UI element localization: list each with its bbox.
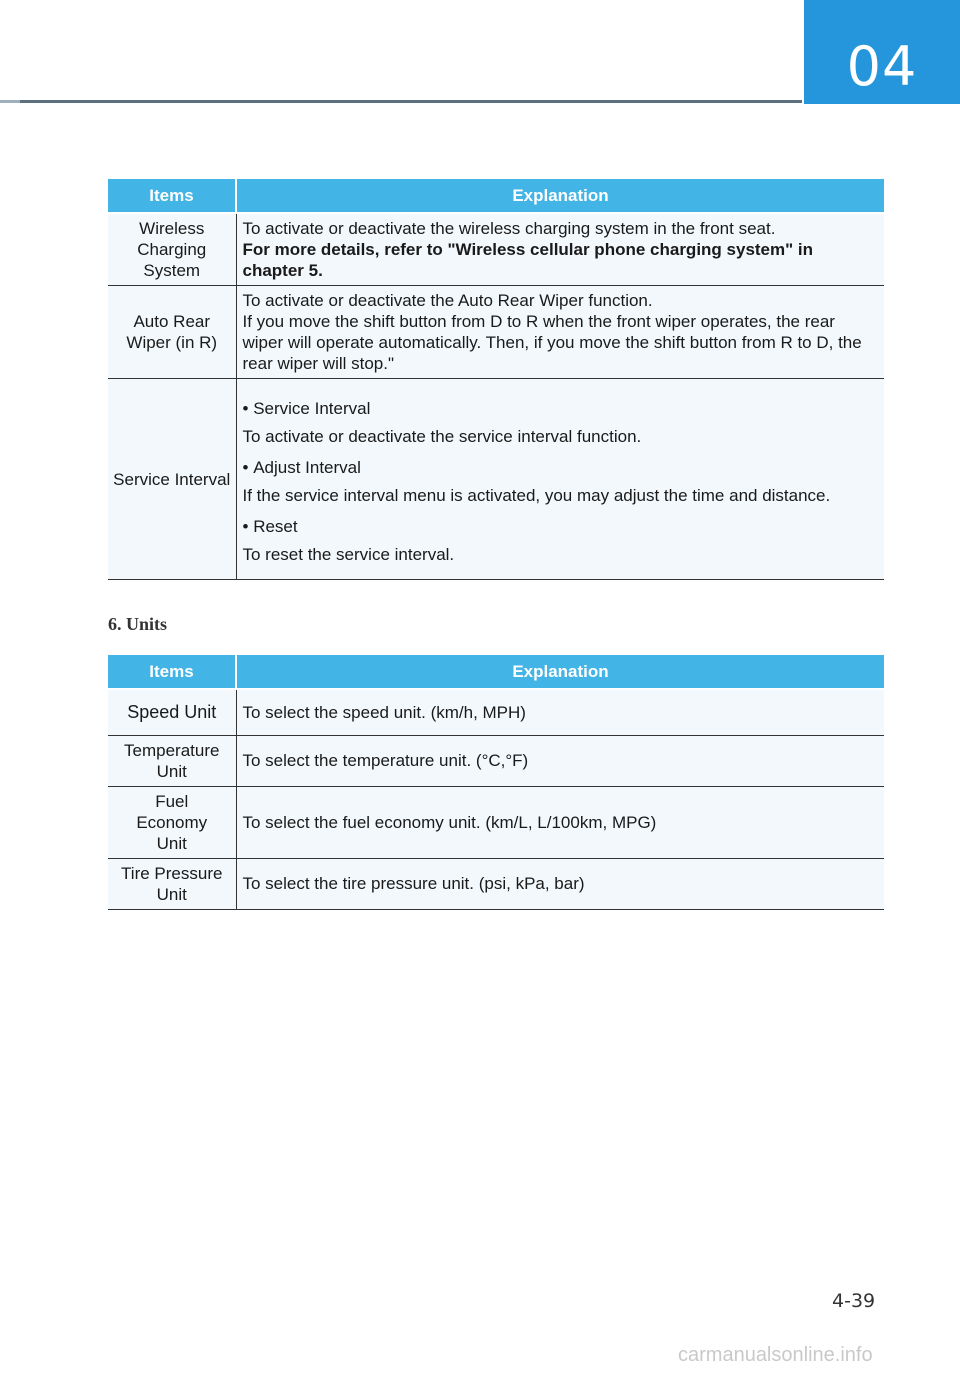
item-cell-temperature-unit: Temperature Unit bbox=[108, 735, 236, 786]
explanation-cell-fuel-economy-unit: To select the fuel economy unit. (km/L, L/100km, MPG) bbox=[236, 786, 884, 858]
chapter-number-tab: 04 bbox=[804, 0, 960, 104]
bullet-reset: • Reset bbox=[243, 516, 879, 537]
service-interval-desc: To activate or deactivate the service interval function. bbox=[242, 426, 642, 446]
table-row bbox=[108, 858, 884, 909]
items-header: Items bbox=[108, 179, 236, 213]
explanation-header: Explanation bbox=[236, 179, 884, 213]
page-number: 4-39 bbox=[832, 1290, 876, 1312]
rear-wiper-desc: To activate or deactivate the Auto Rear Wiper function. bbox=[242, 291, 653, 310]
explanation-cell-auto-rear-wiper bbox=[236, 286, 884, 379]
section-title-units: 6. Units bbox=[108, 614, 168, 634]
table-row bbox=[108, 689, 884, 735]
item-cell-fuel-economy-unit: Fuel Economy Unit bbox=[108, 786, 236, 858]
item-cell-service-interval: Service Interval bbox=[108, 379, 236, 580]
explanation-cell-wireless-charging bbox=[236, 213, 884, 286]
item-cell-speed-unit: Speed Unit bbox=[108, 689, 236, 735]
item-cell-wireless-charging: Wireless Charging System bbox=[108, 213, 236, 286]
bullet-service-interval: • Service Interval bbox=[243, 398, 879, 419]
table-header-row bbox=[108, 179, 884, 213]
units-table bbox=[108, 655, 884, 910]
item-cell-auto-rear-wiper: Auto Rear Wiper (in R) bbox=[108, 286, 236, 379]
explanation-cell-temperature-unit: To select the temperature unit. (°C,°F) bbox=[236, 735, 884, 786]
table-row bbox=[108, 379, 884, 580]
table-row bbox=[108, 286, 884, 379]
wireless-charging-desc: To activate or deactivate the wireless charging system in the front seat. bbox=[242, 219, 776, 238]
table-row bbox=[108, 213, 884, 286]
explanation-header: Explanation bbox=[236, 655, 884, 689]
settings-table-vehicle bbox=[108, 179, 884, 580]
watermark: carmanualsonline.info bbox=[678, 1344, 873, 1366]
reset-desc: To reset the service interval. bbox=[242, 544, 455, 564]
wireless-charging-reference: For more details, refer to "Wireless cellular phone charging system" in chapter 5. bbox=[242, 240, 814, 280]
table-row bbox=[108, 786, 884, 858]
explanation-cell-service-interval bbox=[236, 379, 884, 580]
explanation-cell-tire-pressure-unit: To select the tire pressure unit. (psi, kPa, bar) bbox=[236, 858, 884, 909]
explanation-cell-speed-unit: To select the speed unit. (km/h, MPH) bbox=[236, 689, 884, 735]
header-rule bbox=[0, 100, 802, 103]
table-header-row bbox=[108, 655, 884, 689]
bullet-adjust-interval: • Adjust Interval bbox=[243, 457, 879, 478]
items-header: Items bbox=[108, 655, 236, 689]
item-cell-tire-pressure-unit: Tire Pressure Unit bbox=[108, 858, 236, 909]
rear-wiper-detail: If you move the shift button from D to R when the front wiper operates, the rear wiper will operate automatically. Then, if you move the shift button from R to D, the rear wiper will stop." bbox=[242, 312, 862, 373]
table-row bbox=[108, 735, 884, 786]
adjust-interval-desc: If the service interval menu is activated, you may adjust the time and distance. bbox=[242, 485, 831, 505]
